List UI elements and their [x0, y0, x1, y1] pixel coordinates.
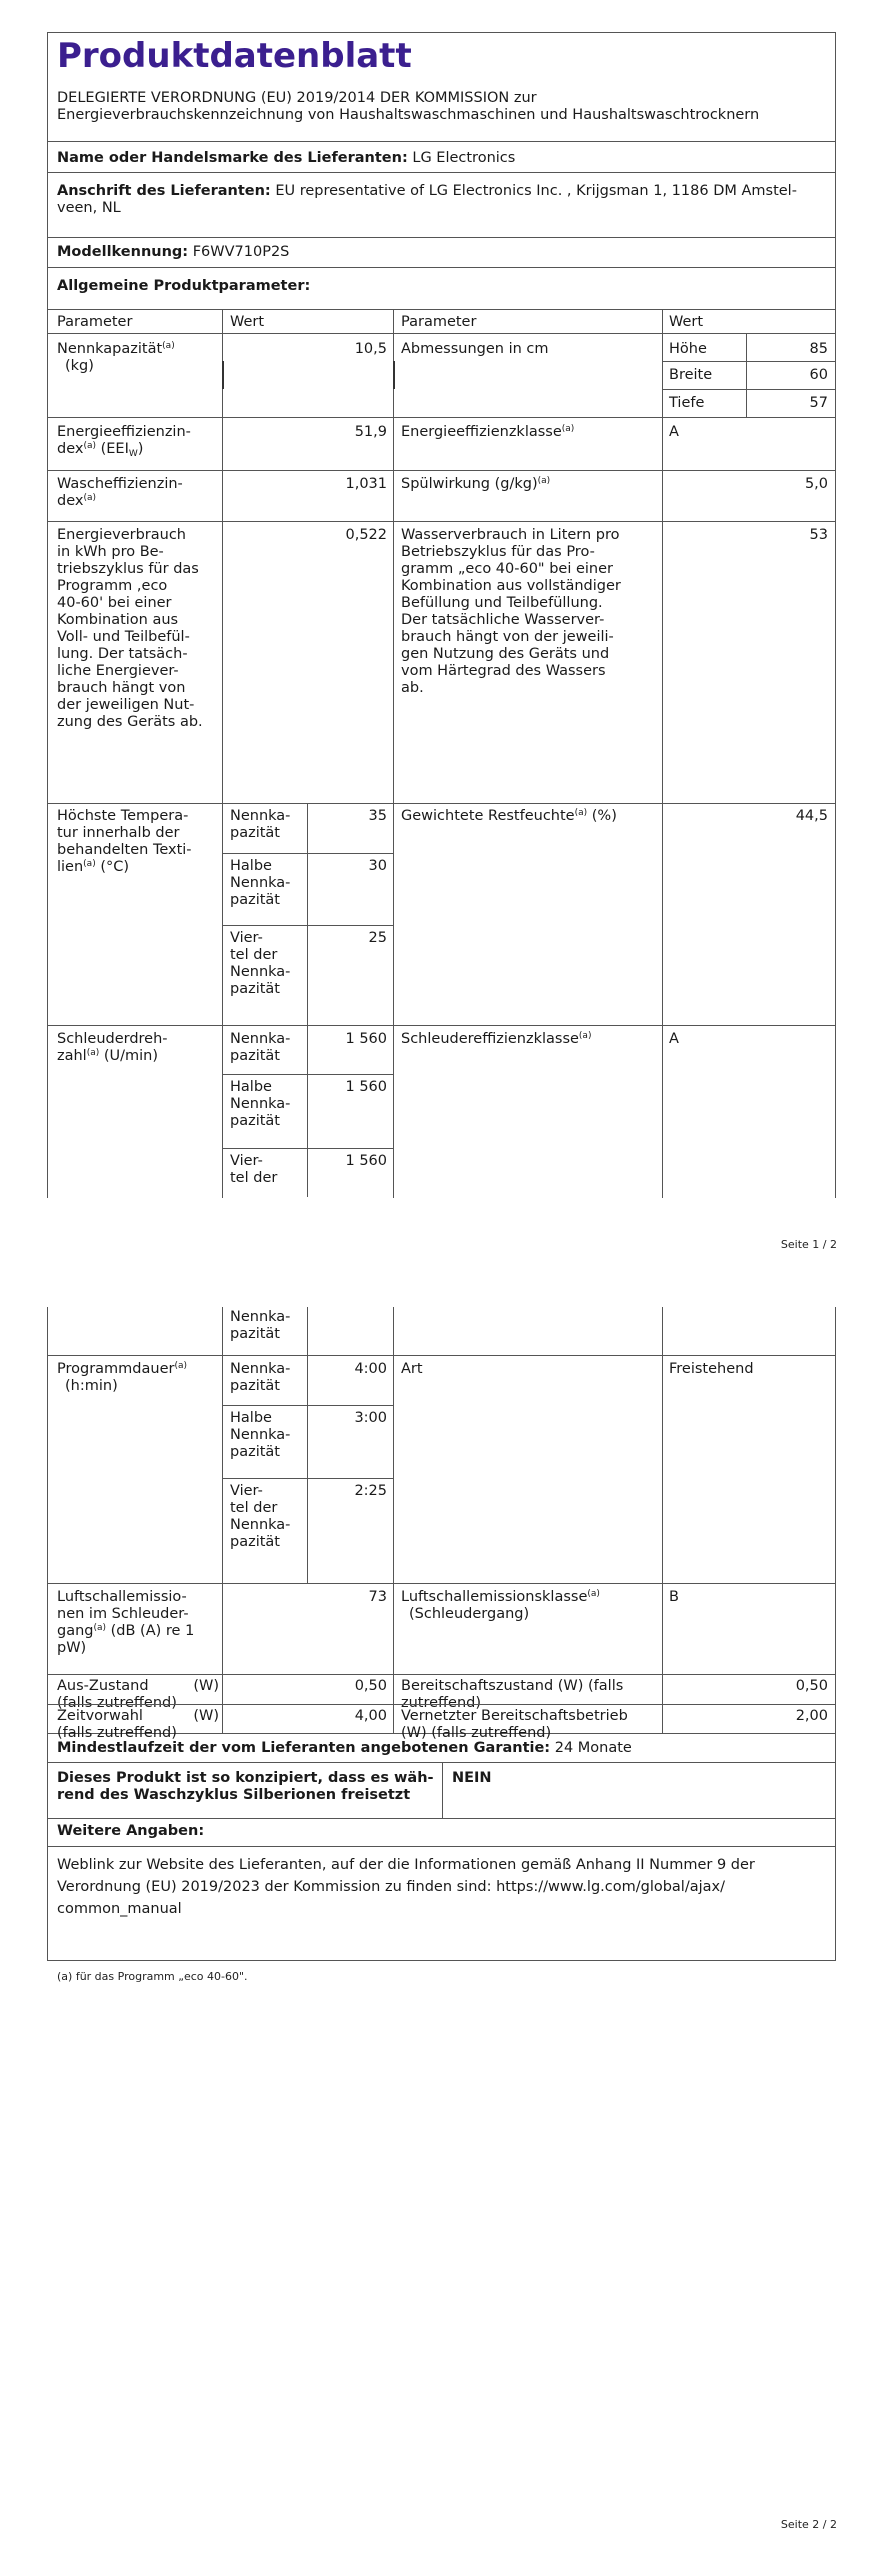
rule [47, 309, 836, 310]
schleuder-label: Schleuderdreh- zahl$^{(a)}$ (U/min) [57, 1031, 168, 1064]
rule [47, 470, 836, 471]
schleuder-quarter-label: Vier- tel der [230, 1153, 278, 1186]
programmdauer-quarter-value: 2:25 [354, 1483, 387, 1499]
header-value: Wert [230, 314, 265, 330]
rule [835, 1307, 836, 1960]
header-parameter-right: Parameter [401, 314, 477, 330]
nennkapazitaet-label: Nennkapazität$^{(a)}$ (kg) [57, 341, 175, 374]
supplier-name-row [57, 150, 827, 167]
zeitvorwahl-label: Zeitvorwahl (W) (falls zutreffend) [57, 1708, 219, 1741]
rule [222, 1405, 393, 1406]
page-2 [0, 1280, 885, 2560]
hoehe-value: 85 [809, 341, 828, 357]
rule [47, 32, 836, 33]
luftschallklasse-value: B [669, 1589, 679, 1605]
rule [47, 1674, 836, 1675]
breite-label: Breite [669, 367, 713, 383]
schleuder-half-label: Halbe Nennka- pazität [230, 1079, 291, 1129]
supplier-address-label: Anschrift des Lieferanten: [57, 183, 271, 199]
supplier-name-label: Name oder Handelsmarke des Lieferanten: [57, 150, 408, 166]
vernetzt-label: Vernetzter Bereitschaftsbetrieb (W) (falls zutreffend) [401, 1708, 628, 1741]
rule [47, 1025, 836, 1026]
rule [662, 389, 836, 390]
schleuderklasse-label: Schleudereffizienzklasse$^{(a)}$ [401, 1031, 592, 1047]
wasser-value: 53 [809, 527, 828, 543]
art-value: Freistehend [669, 1361, 754, 1377]
rule [47, 1704, 836, 1705]
zeitvorwahl-value: 4,00 [354, 1708, 387, 1724]
rule [47, 1583, 836, 1584]
rule [222, 361, 224, 389]
header-parameter: Parameter [57, 314, 133, 330]
spuel-label: Spülwirkung $(g/kg)^{(a)}$ [401, 476, 551, 492]
aus-label: Aus-Zustand (W) (falls zutreffend) [57, 1678, 219, 1711]
rule [222, 1478, 393, 1479]
luftschall-label: Luftschallemissio- nen im Schleuder- gang$^{(a)}$ (dB (A) re 1 pW) [57, 1589, 195, 1656]
rule [47, 267, 836, 268]
schleuder-full-value: 1 560 [345, 1031, 387, 1047]
silver-value: NEIN [452, 1770, 492, 1786]
rule [47, 1307, 48, 1960]
rule [393, 1307, 394, 1733]
eei-value: 51,9 [354, 424, 387, 440]
general-params-label: Allgemeine Produktparameter: [57, 278, 311, 294]
programmdauer-half-value: 3:00 [354, 1410, 387, 1426]
restfeuchte-value: 44,5 [795, 808, 828, 824]
temp-quarter-value: 25 [368, 930, 387, 946]
schleuder-quarter-cont: Nennka- pazität [230, 1309, 291, 1342]
supplier-address: EU representative of LG Electronics Inc. , Krijgsman 1, 1186 DM Amstel- [275, 183, 797, 199]
temp-half-label: Halbe Nennka- pazität [230, 858, 291, 908]
wei-label: Waschеffizienzin- dex$^{(a)}$ [57, 476, 183, 509]
programmdauer-half-label: Halbe Nennka- pazität [230, 1410, 291, 1460]
rule [222, 1307, 223, 1733]
rule [835, 32, 836, 1198]
aus-value: 0,50 [354, 1678, 387, 1694]
temp-quarter-label: Vier- tel der Nennka- pazität [230, 930, 291, 997]
programmdauer-label: Programmdauer$^{(a)}$ (h:min) [57, 1361, 188, 1394]
eeklasse-value: A [669, 424, 679, 440]
rule [47, 1960, 836, 1961]
eeklasse-label: Energieeffizienzklasse$^{(a)}$ [401, 424, 575, 440]
temp-full-label: Nennka- pazität [230, 808, 291, 841]
model-row [57, 244, 827, 261]
wasser-label: Wasserverbrauch in Litern pro Betriebszyklus für das Pro- gramm „eco 40-60" bei einer Kombination aus vollständiger Befüllung und Teilbefüllung. Der tatsächliche Wasserver- brauch hängt von der jeweili- gen Nutzung des Geräts und vom Härtegrad des Wassers ab. [401, 527, 621, 696]
temp-label: Höchste Tempera- tur innerhalb der behandelten Texti- lien$^{(a)}$ (°C) [57, 808, 192, 875]
schleuder-full-label: Nennka- pazität [230, 1031, 291, 1064]
page-1-footer: Seite 1 / 2 [780, 1238, 837, 1251]
supplier-name: LG Electronics [412, 150, 516, 166]
rule [222, 925, 393, 926]
rule [222, 309, 223, 1198]
energie-value: 0,522 [345, 527, 387, 543]
eei-label: Energieeffizienzin- dex$^{(a)}$ $(EEI_W)$ [57, 424, 191, 459]
spuel-value: 5,0 [804, 476, 828, 492]
rule [47, 803, 836, 804]
silver-label: Dieses Produkt ist so konzipiert, dass es wäh- rend des Waschzyklus Silberionen freisetzt [57, 1770, 434, 1803]
rule [662, 1307, 663, 1733]
header-value-right: Wert [669, 314, 704, 330]
nennkapazitaet-value: 10,5 [354, 341, 387, 357]
temp-half-value: 30 [368, 858, 387, 874]
rule [47, 1818, 836, 1819]
programmdauer-quarter-label: Vier- tel der Nennka- pazität [230, 1483, 291, 1550]
temp-full-value: 35 [368, 808, 387, 824]
rule [47, 333, 836, 334]
warranty-value: 24 Monate [554, 1740, 632, 1756]
supplier-address-row [57, 183, 832, 217]
schleuder-quarter-value: 1 560 [345, 1153, 387, 1169]
breite-value: 60 [809, 367, 828, 383]
model-value: F6WV710P2S [192, 244, 290, 260]
rule [47, 141, 836, 142]
supplier-address-cont: veen, NL [57, 200, 121, 216]
tiefe-label: Tiefe [669, 395, 705, 411]
rule [222, 1074, 393, 1075]
page-2-footer: Seite 2 / 2 [780, 2518, 837, 2531]
model-label: Modellkennung: [57, 244, 189, 260]
rule [442, 1762, 443, 1818]
programmdauer-full-label: Nennka- pazität [230, 1361, 291, 1394]
vernetzt-value: 2,00 [795, 1708, 828, 1724]
rule [393, 361, 395, 389]
page-title: Produktdatenblatt [57, 36, 412, 76]
rule [307, 1307, 308, 1583]
rule [662, 361, 836, 362]
rule [47, 417, 836, 418]
restfeuchte-label: Gewichtete Restfeuchte$^{(a)}$ (%) [401, 808, 617, 824]
rule [47, 172, 836, 173]
schleuder-half-value: 1 560 [345, 1079, 387, 1095]
regulation-text: DELEGIERTE VERORDNUNG (EU) 2019/2014 DER KOMMISSION zur Energieverbrauchskennzeichnung von Haushaltswaschmaschinen und Haushaltswaschtrocknern [57, 90, 760, 123]
wei-value: 1,031 [345, 476, 387, 492]
more-label: Weitere Angaben: [57, 1823, 205, 1839]
rule [47, 32, 48, 1198]
rule [47, 1846, 836, 1847]
abmessungen-label: Abmessungen in cm [401, 341, 549, 357]
rule [222, 853, 393, 854]
bereitschaft-label: Bereitschaftszustand (W) (falls zutreffend) [401, 1678, 624, 1711]
rule [47, 237, 836, 238]
programmdauer-full-value: 4:00 [354, 1361, 387, 1377]
luftschallklasse-label: Luftschallemissionsklasse$^{(a)}$ (Schleudergang) [401, 1589, 600, 1622]
warranty-row [57, 1740, 827, 1757]
footnote: (a) für das Programm „eco 40-60". [57, 1970, 248, 1983]
rule [393, 309, 394, 1198]
luftschall-value: 73 [368, 1589, 387, 1605]
energie-label: Energieverbrauch in kWh pro Be- triebszyklus für das Programm ,eco 40-60' bei einer Kombination aus Voll- und Teilbefül- lung. Der tatsäch- liche Energiever- brauch hängt von der jeweiligen Nut- zung des Geräts ab. [57, 527, 203, 730]
warranty-label: Mindestlaufzeit der vom Lieferanten angebotenen Garantie: [57, 1740, 551, 1756]
rule [662, 309, 663, 1198]
rule [47, 1355, 836, 1356]
schleuderklasse-value: A [669, 1031, 679, 1047]
art-label: Art [401, 1361, 423, 1377]
rule [222, 1148, 393, 1149]
bereitschaft-value: 0,50 [795, 1678, 828, 1694]
hoehe-label: Höhe [669, 341, 707, 357]
more-text: Weblink zur Website des Lieferanten, auf der die Informationen gemäß Anhang II Nummer 9 der Verordnung (EU) 2019/2023 der Kommission zu finden sind: https://www.lg.com/global/ajax/ common_manual [57, 1857, 755, 1917]
tiefe-value: 57 [809, 395, 828, 411]
rule [47, 521, 836, 522]
